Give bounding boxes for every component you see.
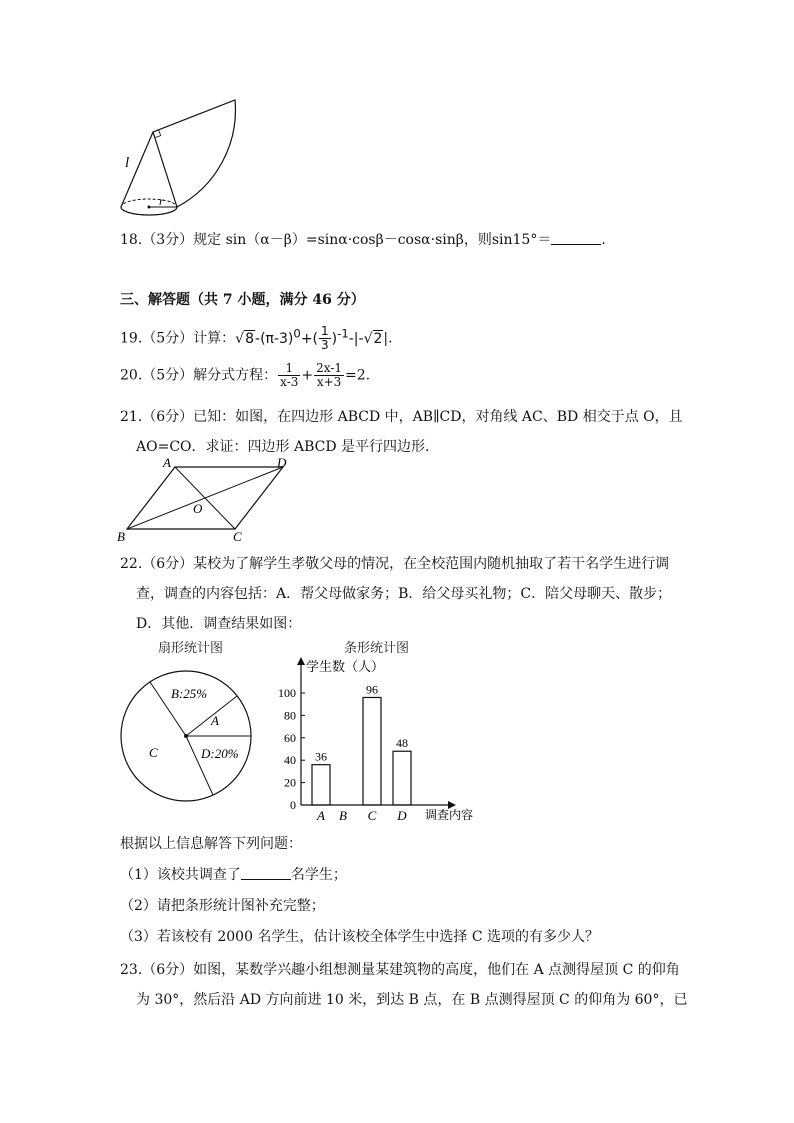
question-19: 19.（5分）计算：$√8-(\pi-3)^0+$( $\frac{1}{3}$ )$^{-1}$-|-√2|. — [120, 324, 393, 352]
q22-sub3: （3）若该校有 2000 名学生，估计该校全体学生中选择 C 选项的有多少人？ — [120, 929, 600, 945]
y-tick-label: 20 — [284, 775, 296, 790]
pie-chart — [115, 665, 260, 810]
cone-label-l: l — [125, 155, 130, 171]
question-23-line2: 为 30°，然后沿 AD 方向前进 10 米，到达 B 点，在 B 点测得屋顶 C 的仰角为 60°，已 — [136, 992, 688, 1008]
y-tick-label: 40 — [284, 753, 296, 768]
y-axis-label: 学生数（人） — [306, 659, 385, 674]
question-23-line1: 23.（6分）如图，某数学兴趣小组想测量某建筑物的高度，他们在 A 点测得屋顶 C 的仰角 — [120, 962, 680, 978]
x-tick-label: D — [397, 808, 407, 823]
bar-A — [312, 765, 330, 805]
bar-data-label-A: 36 — [315, 749, 327, 764]
q22-intro: 根据以上信息解答下列问题： — [120, 836, 302, 852]
question-22-line3: D．其他．调查结果如图： — [136, 616, 302, 632]
cone-label-r: r — [159, 194, 164, 208]
y-tick-label: 60 — [284, 730, 296, 745]
bar-C — [363, 697, 381, 805]
question-18: 18.（3分）规定 sin（α－β）=sinα·cosβ－cosα·sinβ，则sin15°＝ . — [120, 232, 606, 248]
y-tick-label: 80 — [284, 708, 296, 723]
section-3-heading: 三、解答题（共 7 小题，满分 46 分） — [120, 292, 365, 308]
pie-divider-dc — [186, 736, 213, 795]
vertex-D: D — [277, 455, 287, 470]
y-tick-label: 0 — [290, 798, 296, 812]
y-axis-arrow — [297, 657, 305, 665]
x-axis-label: 调查内容 — [425, 808, 474, 822]
q18-text: 18.（3分）规定 sin（α－β）=sinα·cosβ－cosα·sinβ，则sin15°＝ — [120, 232, 552, 248]
parallelogram-figure — [115, 455, 295, 545]
vertex-A: A — [163, 455, 171, 470]
bar-data-label-C: 96 — [366, 682, 378, 697]
pie-label-a: A — [211, 713, 219, 728]
bar-data-label-D: 48 — [396, 736, 408, 751]
x-tick-label: C — [367, 808, 377, 823]
q22-sub2: （2）请把条形统计图补充完整； — [120, 898, 325, 914]
pie-label-b: B:25% — [171, 686, 208, 701]
vertex-C: C — [233, 529, 242, 544]
q22-sub1: （1）该校共调查了 名学生； — [120, 867, 347, 883]
q18-answer-blank[interactable] — [551, 232, 601, 245]
vertex-B: B — [117, 529, 125, 544]
x-tick-label: A — [317, 808, 325, 823]
bar-chart — [270, 655, 495, 825]
x-tick-label: B — [339, 808, 347, 823]
question-22-line1: 22.（6分）某校为了解学生孝敬父母的情况，在全校范围内随机抽取了若干名学生进行调 — [120, 556, 670, 572]
point-O: O — [193, 501, 203, 516]
y-tick-label: 100 — [278, 686, 296, 700]
cone-figure — [115, 95, 255, 220]
pie-label-c: C — [149, 745, 158, 760]
question-21-line2: AO=CO．求证：四边形 ABCD 是平行四边形． — [136, 439, 440, 455]
question-22-line2: 查，调查的内容包括：A．帮父母做家务；B．给父母买礼物；C．陪父母聊天、散步； — [136, 586, 672, 602]
question-21-line1: 21.（6分）已知：如图，在四边形 ABCD 中，AB∥CD，对角线 AC、BD 相交于点 O，且 — [120, 409, 683, 425]
q22-sub1-blank[interactable] — [241, 867, 291, 880]
bar-chart-title: 条形统计图 — [344, 641, 410, 656]
pie-chart-title: 扇形统计图 — [158, 641, 224, 656]
bar-D — [393, 751, 411, 805]
question-20: 20.（5分）解分式方程： $\frac{1}{x-3}$ + $\frac{2x-1}{x+3}$ =2. — [120, 361, 371, 389]
pie-label-d: D:20% — [201, 746, 239, 761]
